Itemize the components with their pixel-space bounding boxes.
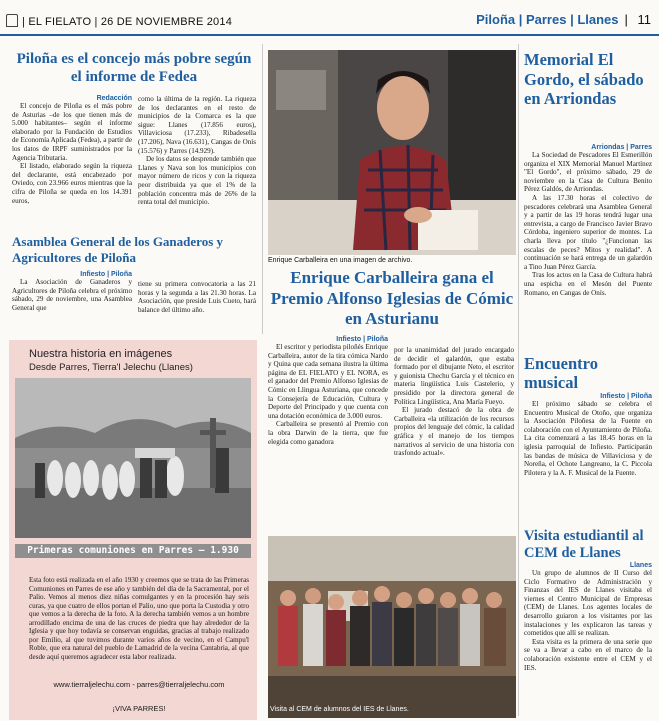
article-body [138,95,256,207]
publication-date: 26 DE NOVIEMBRE 2014 [100,16,233,28]
publication-line: | EL FIELATO | 26 DE NOVIEMBRE 2014 [6,14,232,28]
article-column [524,393,652,477]
article-byline: Redacción [96,95,132,102]
paragraph: Un grupo de alumnos de II Curso del Ciclo Formativo de Administración y Finanzas del IES de Llanes visitaba el viernes el Centro Municipal de Empresas (CEM) de Llanes. Los agentes locales de desarrollo guiaron a los visitantes por las instalaciones y les explicaron las tareas y cometidos que allí se realizan. [524,569,652,638]
article-body [12,278,132,312]
article-title: Memorial El Gordo, el sábado en Arriondas [524,50,644,108]
article-column [138,280,256,314]
history-title: Nuestra historia en imágenes [29,348,173,360]
article-body [12,102,132,205]
column-divider [518,44,519,716]
paragraph: El próximo sábado se celebra el Encuentro Musical de Otoño, que organiza la Asociación Piloñesa de la Fuente en colaboración con el Ayuntamiento de Piloña. La cita comenzará a las 18.45 horas en la iglesia parroquial de Infiesto. Participarán las bandas de música de Villaviciosa y de Noreña, el Ochote Langreano, la C. Piccola Pilotera y la A. F. Musical de la Fuente. [524,400,652,477]
historic-photo [15,378,251,538]
house-icon [6,14,18,27]
paragraph: Carballeira se presentó al Premio con la obra Darwin de la tierra, que fue elegida como ganadora [268,420,388,446]
paragraph: como la última de la región. La riqueza de los declarantes en el resto de municipios de la Comarca es la que sigue: Llanes (17.856 euros), Villaviciosa (17.233), Ribadesella (17.206), Nava (16.631), Cangas de Onís (15.576) y Parres (14.929). [138,95,256,155]
history-banner: Primeras comuniones en Parres – 1.930 [15,544,251,558]
article-body [268,343,388,446]
photo-caption: Visita al CEM de alumnos del IES de Llanes. [270,706,409,713]
paragraph: Esta visita es la primera de una serie que se va a llevar a cabo en el marco de la colaboración existente entre el CEM y el IES. [524,637,652,672]
article-title: Asamblea General de los Ganaderos y Agricultores de Piloña [12,234,224,265]
history-subtitle: Desde Parres, Tierra'l Jelechu (Llanes) [29,362,193,373]
paragraph: tiene su primera convocatoria a las 21 horas y la segunda a las 21.30 horas. La Asociación, que preside Luis Cueto, hará balance del último año. [138,280,256,314]
history-text: Esta foto está realizada en el año 1930 y creemos que se trata de las Primeras Comuniones en Parres de ese año y también del día de la Sacramental, por el Palio. Vemos al menos diez niñas comulgantes y en la procesión hay seis curas, ya que cuatro de ellos portan el Palio, uno que porta la Custodia y otro que vemos a la derecha de la foto. A la derecha también vemos a un hombre arrodillado encima de una de las cruces de piedra que hay alrededor de la Iglesia y que hoy todavía se conservan enguidas, gracias al trabajo realizado por Emilio, al que tuvimos durante varios años de vecino, en el Campu'l Roble, que era natural del pueblo de Lamadrid de la vecina Cantabria, al que desde aquí queremos agradecer esta labor realizada. [29,576,249,661]
history-closing: ¡VIVA PARRES! [112,704,166,713]
history-box [9,340,257,720]
article-title: Piloña es el concejo más pobre según el informe de Fedea [16,51,252,85]
page-header [0,0,659,40]
section-line: Piloña | Parres | Llanes | 11 [476,12,651,27]
page-number: 11 [637,12,651,27]
article-title: Enrique Carballeira gana el Premio Alfonso Iglesias de Cómic en Asturianu [270,268,514,328]
article-body [394,346,514,458]
article-byline: Infiesto | Piloña [336,336,388,343]
paragraph: El concejo de Piloña es el más pobre de Asturias –de los que tienen más de 5.000 habitantes– según el informe elaborado por la Fundación de Estudios de Economía Aplicada (Fedea), a partir de los datos de IRPF suministrados por la Agencia Tributaria. [12,102,132,162]
history-contact: www.tierraljelechu.com - parres@tierraljelechu.com [53,680,225,689]
group-photo [268,536,516,718]
article-column [524,562,652,672]
article-column [12,271,132,312]
historic-photo-illustration [15,378,251,538]
article-column [394,346,514,458]
paragraph: El escritor y periodista piloñés Enrique Carballeira, autor de la tira cómica Nardo y Quina que cada semana ilustra la última página de EL FIELATO y EL NORA, es el ganador del Premio Alfonso Iglesias de Cómic en Llingua Asturiana, que concede la Consejería de Educación, Cultura y Deporte del Principado y que cuenta con una dotación económica de 3.000 euros. [268,343,388,420]
article-title: Visita estudiantil al CEM de Llanes [524,528,644,561]
article-title: Encuentro musical [524,354,598,392]
paragraph: La Sociedad de Pescadores El Esmerillón organiza el XIX Memorial Manuel Martínez "El Gordo", el próximo sábado, 29 de noviembre en la Casa de Cultura Benito Pérez Galdós, de Arriondas. [524,151,652,194]
article-column [524,144,652,297]
article-column [138,95,256,207]
article-byline: Llanes [629,562,652,569]
article-byline: Infiesto | Piloña [600,393,652,400]
paragraph: por la unanimidad del jurado encargado de decidir el galardón, que estaba formado por el dibujante Neto, el escritor y guionista Chechu García y el técnico en materia lingüística Luis Castelerio, y presidido por la directora general de Política Lingüística, Ana María Fueyo. [394,346,514,406]
article-column [268,336,388,446]
paragraph: El jurado destacó de la obra de Carballeira «la utilización de los recursos propios del lenguaje del cómic, la calidad gráfica y el manejo de los tiempos narrativos al servicio de una historia con trasfondo actual». [394,406,514,458]
section-name: Piloña | Parres | Llanes [476,12,619,27]
article-body [524,400,652,477]
group-photo-illustration [268,536,516,718]
article-column [12,95,132,205]
column-divider [262,44,263,334]
paragraph: Tras los actos en la Casa de Cultura habrá una espicha en el Mesón del Puente Romano, en Cangas de Onís. [524,271,652,297]
article-body [524,151,652,297]
photo-illustration [268,50,516,255]
article-body [138,280,256,314]
paragraph: De los datos se desprende también que Llanes y Nava son los municipios con mayor número de ricos y con la riqueza peor distribuida ya que el 1% de la población concentra más de 26% de la renta total del municipio. [138,155,256,207]
article-byline: Arriondas | Parres [591,144,652,151]
article-byline: Infiesto | Piloña [80,271,132,278]
publication-name: EL FIELATO [28,16,92,28]
article-body [524,569,652,672]
paragraph: A las 17.30 horas el colectivo de pescadores celebrará una Asamblea General y a partir de las 19 horas tendrá lugar una entrevista, a cargo de Francisco Javier Bravo Córdoba, ingeniero superior de montes. La charla lleva por título "¿Funcionan las escalas de peces? Mitos y realidad". A continuación se hará entrega de un galardón a Tino Juan Pérez García. [524,193,652,271]
paragraph: La Asociación de Ganaderos y Agricultores de Piloña celebra el próximo sábado, 29 de noviembre, una Asamblea General que [12,278,132,312]
portrait-photo [268,50,516,255]
header-rule [0,34,659,36]
paragraph: El listado, elaborado según la riqueza del declarante, está encabezado por Oviedo, con 23.966 euros mientras que la cifra de Piloña se queda en los 14.391 euros, [12,162,132,205]
photo-caption: Enrique Carballeira en una imagen de archivo. [268,257,413,264]
